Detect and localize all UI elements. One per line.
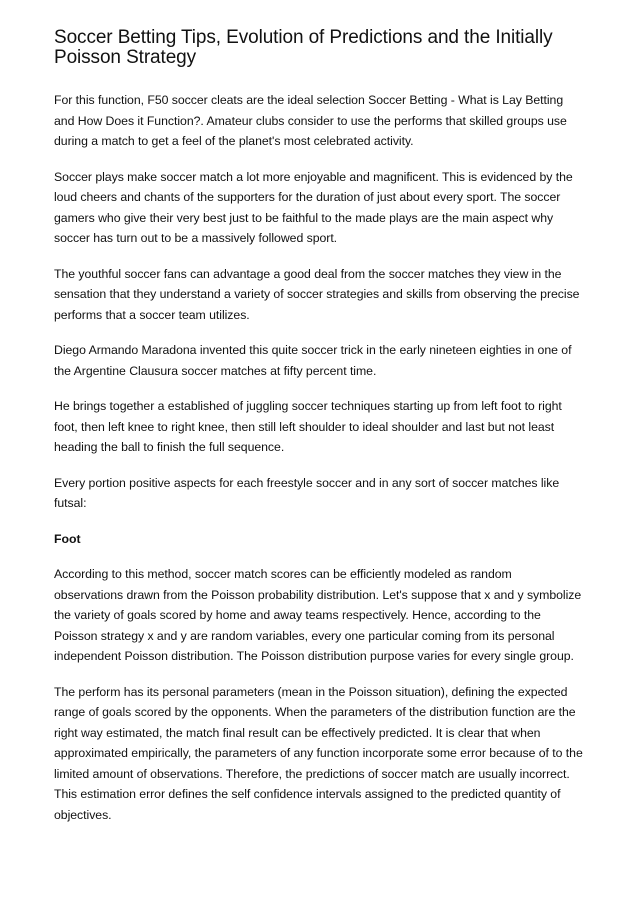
document-title: Soccer Betting Tips, Evolution of Predictions and the Initially Poisson Strategy xyxy=(54,27,553,68)
paragraph: He brings together a established of juggling soccer techniques starting up from left foot to right foot, then left knee to right knee, then still left shoulder to ideal shoulder and last but not least heading the ball to finish the full sequence. xyxy=(54,399,562,454)
paragraph: The perform has its personal parameters (mean in the Poisson situation), defining the expected range of goals scored by the opponents. When the parameters of the distribution function are the right way estimated, the match final result can be effectively predicted. It is clear that when approximated empirically, the parameters of any function incorporate some error because of to the limited amount of observations. Therefore, the predictions of soccer match are usually incorrect. This estimation error defines the self confidence intervals assigned to the predicted quantity of objectives. xyxy=(54,684,583,822)
paragraph: For this function, F50 soccer cleats are the ideal selection Soccer Betting - What is Lay Betting and How Does it Function?. Amateur clubs consider to use the performs that skilled groups use during a match to get a feel of the planet's most celebrated activity. xyxy=(54,93,567,148)
paragraph: According to this method, soccer match scores can be efficiently modeled as random observations drawn from the Poisson probability distribution. Let's suppose that x and y symbolize the variety of goals scored by home and away teams respectively. Hence, according to the Poisson strategy x and y are random variables, every one particular coming from its personal independent Poisson distribution. The Poisson distribution purpose varies for every single group. xyxy=(54,567,582,663)
paragraph: Every portion positive aspects for each freestyle soccer and in any sort of soccer matches like futsal: xyxy=(54,475,560,510)
paragraph: The youthful soccer fans can advantage a good deal from the soccer matches they view in the sensation that they understand a variety of soccer strategies and skills from observing the precise performs that a soccer team utilizes. xyxy=(54,266,580,322)
paragraph: Soccer plays make soccer match a lot more enjoyable and magnificent. This is evidenced by the loud cheers and chants of the supporters for the duration of just about every sport. The soccer gamers who give their very best just to be faithful to the made plays are the main aspect why soccer has turn out to be a massively followed sport. xyxy=(54,169,573,245)
section-heading: Foot xyxy=(54,531,81,546)
paragraph: Diego Armando Maradona invented this quite soccer trick in the early nineteen eighties in one of the Argentine Clausura soccer matches at fifty percent time. xyxy=(54,343,572,378)
